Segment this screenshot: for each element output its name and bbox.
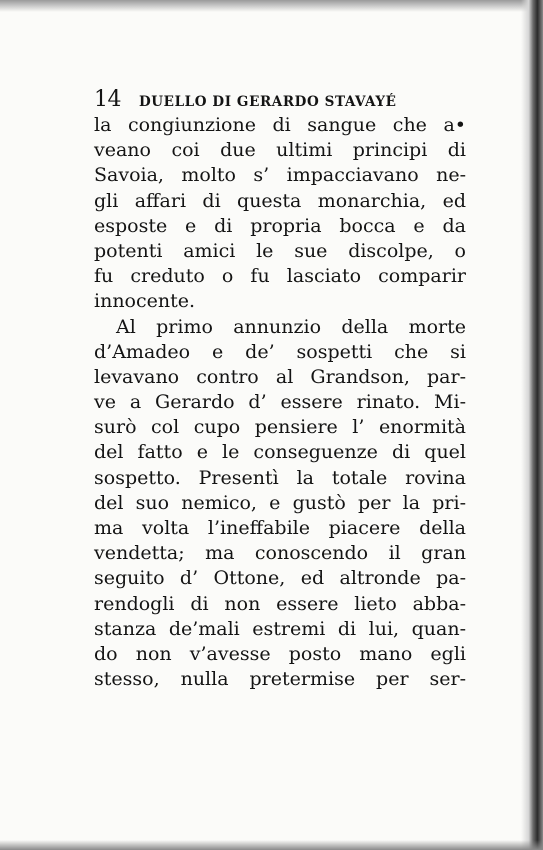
text-line: ma volta l’ineffabile piacere della [94,517,466,539]
text-line: Savoia, molto s’ impacciavano ne- [94,164,466,187]
text-line: del fatto e le conseguenze di quel [94,441,466,464]
text-line: esposte e di propria bocca e da [94,214,466,237]
book-gutter-shadow [521,0,543,850]
text-line: seguito d’ Ottone, ed altronde pa- [94,567,466,590]
text-line: la congiunzione di sangue che a• [94,114,466,136]
text-line: gli affari di questa monarchia, ed [94,189,466,212]
running-head [94,86,466,113]
text-line: levavano contro al Grandson, par- [94,365,466,388]
page-bottom-shadow [0,840,543,850]
text-line: do non v’avesse posto mano egli [94,642,466,665]
text-line: d’Amadeo e de’ sospetti che si [94,340,466,363]
text-line: del suo nemico, e gustò per la pri- [94,491,466,514]
text-line: innocente. [94,290,196,313]
text-block [94,86,466,692]
text-line: rendogli di non essere lieto abba- [94,592,466,615]
text-line: Al primo annunzio della morte [116,315,466,338]
text-line: potenti amici le sue discolpe, o [94,239,466,262]
page-top-shadow [0,0,543,12]
text-line: vendetta; ma conoscendo il gran [94,542,466,565]
text-line: fu creduto o fu lasciato comparir [94,265,466,288]
text-line: sospetto. Presentì la totale rovina [94,466,466,489]
text-line: ve a Gerardo d’ essere rinato. Mi- [94,391,466,414]
text-line: veano coi due ultimi principi di [94,139,466,162]
page-number: 14 [94,87,121,112]
text-line: stesso, nulla pretermise per ser- [94,668,466,691]
running-title: DUELLO DI GERARDO STAVAYÉ [139,94,397,110]
text-line: stanza de’mali estremi di lui, quan- [94,617,466,640]
text-line: surò col cupo pensiere l’ enormità [94,416,466,439]
